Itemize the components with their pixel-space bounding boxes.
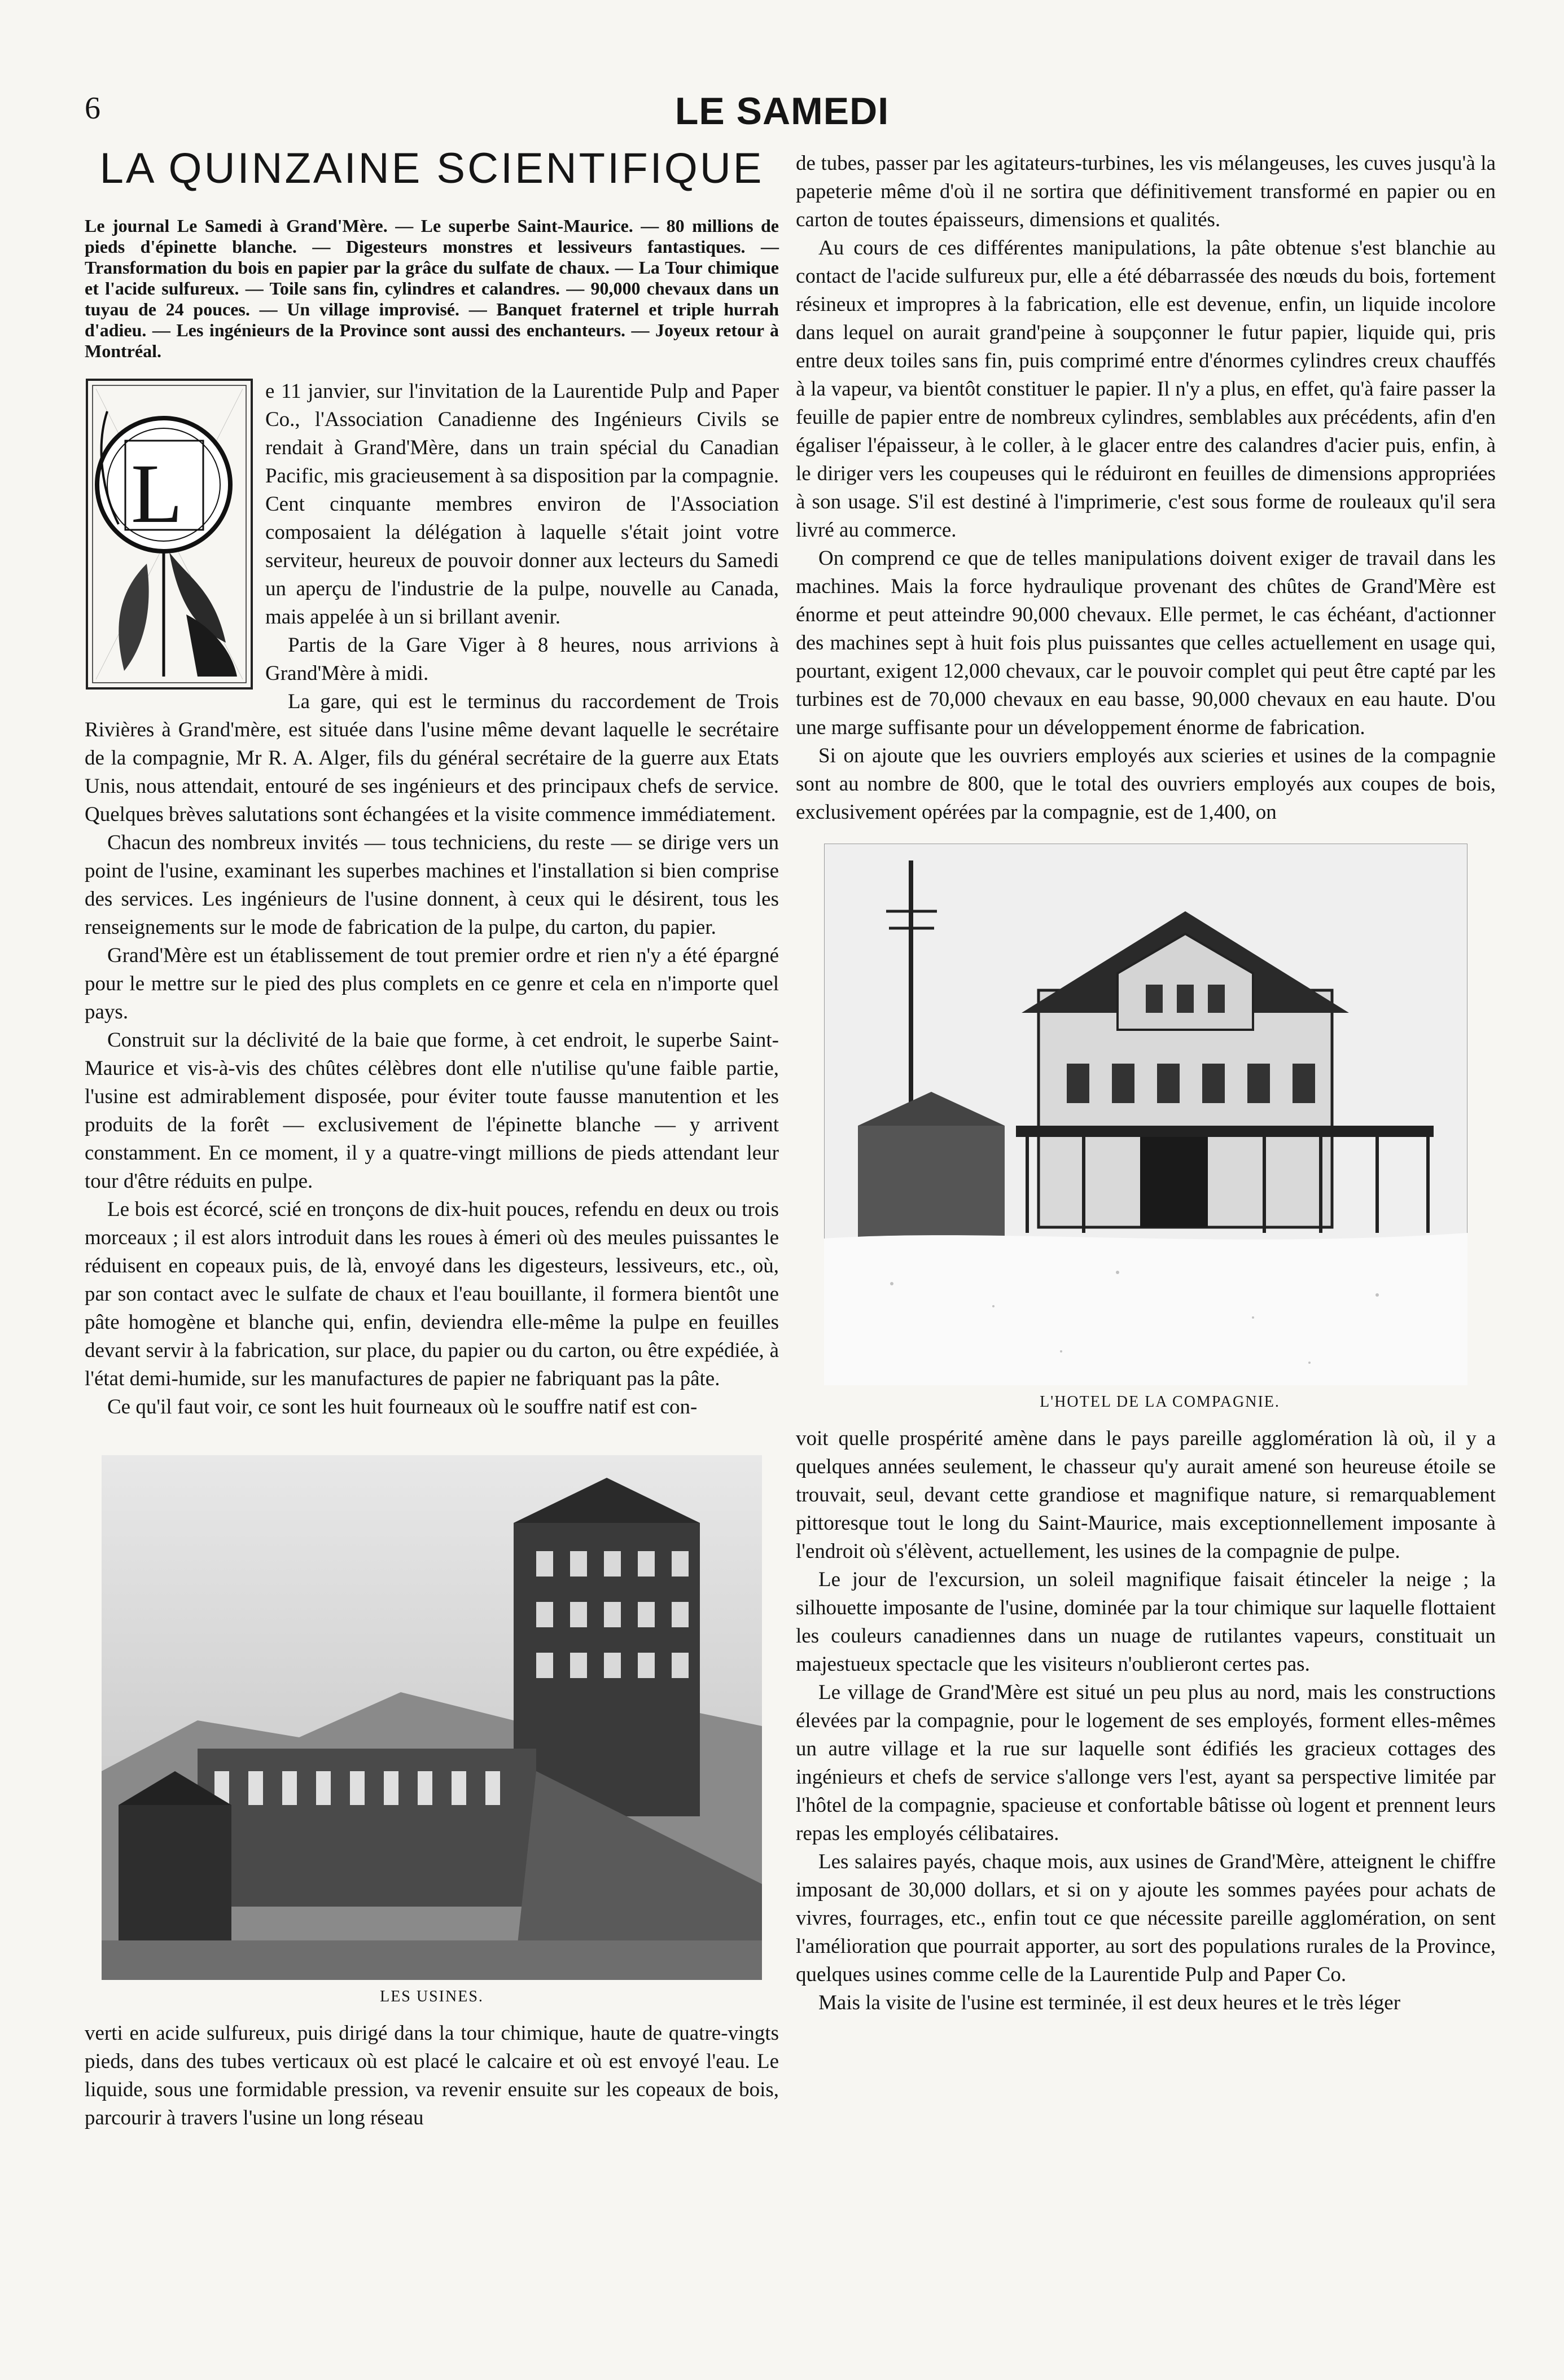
- masthead: LE SAMEDI: [674, 90, 890, 133]
- paragraph: Si on ajoute que les ouvriers employés aux scieries et usines de la compagnie sont au nombre de 800, que le total des ouvriers employés aux coupes de bois, exclusivement opérées par la compagnie, est de 1,400, on: [796, 744, 1496, 824]
- dropcap-letter: L: [131, 447, 183, 541]
- paragraph: Partis de la Gare Viger à 8 heures, nous arrivions à Grand'Mère à midi.: [265, 634, 779, 685]
- paragraph: Les salaires payés, chaque mois, aux usines de Grand'Mère, atteignent le chiffre imposant de 30,000 dollars, et si on y ajoute les sommes payées pour achats de vivres, fourrages, etc., enfin tout ce que nécessite pareille agglomération, on sent l'amélioration que pourrait apporter, au sort des populations rurales de la Province, quelques usines comme celle de la Laurentide Pulp and Paper Co.: [796, 1850, 1496, 1986]
- paragraph: On comprend ce que de telles manipulations doivent exiger de travail dans les machines. Mais la force hydraulique provenant des chûtes de Grand'Mère est énorme et peut atteindre 90,000 chevaux. Elle permet, le cas échéant, d'actionner des machines sept à huit fois plus puissantes que celles actuellement en usage qui, pourtant, exigent 12,000 chevaux, car le pouvoir complet qui peut être capté par les turbines est de 70,000 chevaux en eau basse, 90,000 chevaux en eau haute. D'ou une marge suffisante pour un développement énorme de fabrication.: [796, 547, 1496, 739]
- paragraph: de tubes, passer par les agitateurs-turbines, les vis mélangeuses, les cuves jusqu'à la papeterie même d'où il ne sortira que définitivement transformé en papier ou en carton de toutes épaisseurs, dimensions et qualités.: [796, 152, 1496, 231]
- paragraph: Ce qu'il faut voir, ce sont les huit fourneaux où le souffre natif est con-: [107, 1395, 698, 1419]
- paragraph: verti en acide sulfureux, puis dirigé dans la tour chimique, haute de quatre-vingts pieds, dans des tubes verticaux où est placé le calcaire et où est envoyé l'eau. Le liquide, sous une formidable pression, va revenir ensuite sur les copeaux de bois, parcourir à travers l'usine un long réseau: [85, 2022, 779, 2129]
- figure-caption: LES USINES.: [380, 1988, 484, 2005]
- paragraph: Le village de Grand'Mère est situé un peu plus au nord, mais les constructions élevées par la compagnie, pour le logement de ses employés, forment elles-mêmes un autre village et la rue sur laquelle sont édifiés les gracieux cottages des ingénieurs et chefs de service s'allonge vers l'est, ayant sa perspective limitée par l'hôtel de la compagnie, spacieuse et confortable bâtisse où logent et prennent leurs repas les employés célibataires.: [796, 1681, 1496, 1845]
- paragraph: Mais la visite de l'usine est terminée, il est deux heures et le très léger: [818, 1991, 1401, 2014]
- paragraph: Chacun des nombreux invités — tous techniciens, du reste — se dirige vers un point de l'usine, examinant les superbes machines et l'installation si bien comprise des services. Les ingénieurs de l'usine donnent, à ceux qui le désirent, tous les renseignements sur le mode de fabrication de la pulpe, du carton, du papier.: [85, 831, 779, 939]
- paragraph: Grand'Mère est un établissement de tout premier ordre et rien n'y a été épargné pour le mettre sur le pied des plus complets en ce genre et cela en n'importe quel pays.: [85, 944, 779, 1024]
- paragraph: Construit sur la déclivité de la baie que forme, à cet endroit, le superbe Saint-Maurice et vis-à-vis des chûtes célèbres dont elle n'utilise qu'une faible partie, l'usine est admirablement disposée, pour éviter toute fausse manutention et les produits de la forêt — exclusivement de l'épinette blanche — y arrivent constamment. En ce moment, il y a quatre-vingt millions de pieds attendant leur tour d'être réduits en pulpe.: [85, 1029, 779, 1193]
- figure-caption: L'HOTEL DE LA COMPAGNIE.: [1040, 1393, 1280, 1411]
- right-column: [796, 150, 1496, 2017]
- paragraph: Au cours de ces différentes manipulations, la pâte obtenue s'est blanchie au contact de l'acide sulfureux pur, elle a été débarrassée des nœuds du bois, fortement résineux et impropres à la fabrication, elle est devenue, enfin, un liquide incolore dans lequel on aurait grand'peine à soupçonner le futur papier, liquide qui, pris entre deux toiles sans fin, puis comprimé entre d'énormes cylindres creux chauffés à la vapeur, va bientôt constituer le papier. Il n'y a plus, en effet, qu'à faire passer la feuille de papier entre de nombreux cylindres, semblables aux précédents, afin d'en égaliser l'épaisseur, à le coller, à le glacer entre des calandres d'acier puis, enfin, à le diriger vers les coupeuses qui le réduiront en feuilles de dimensions appropriées à son usage. S'il est destiné à l'imprimerie, c'est sous forme de rouleaux qu'il sera livré au commerce.: [796, 236, 1496, 542]
- hotel-photo-icon: [824, 844, 1467, 1385]
- paragraph: Le bois est écorcé, scié en tronçons de dix-huit pouces, refendu en deux ou trois morceaux ; il est alors introduit dans les roues à émeri où des meules puissantes le réduisent en copeaux puis, de là, envoyé dans les digesteurs, lessiveurs, etc., où, par son contact avec le sulfate de chaux et l'eau bouillante, il formera bientôt une pâte homogène et blanche qui, enfin, deviendra elle-même la pulpe en feuilles devant servir à la fabrication, sur place, du papier ou du carton, ou être expédiée, à l'état demi-humide, sur les manufactures de papier ne fabriquant pas la pâte.: [85, 1198, 779, 1390]
- page-number: 6: [85, 91, 100, 126]
- factory-photo-icon: [85, 1455, 779, 1980]
- paragraph: Le jour de l'excursion, un soleil magnifique faisait étinceler la neige ; la silhouette imposante de l'usine, dominée par la tour chimique sur laquelle flottaient les couleurs canadiennes dans un nuage de rutilantes vapeurs, constituait un majestueux spectacle que les visiteurs n'oublieront certes pas.: [796, 1568, 1496, 1676]
- article-summary: Le journal Le Samedi à Grand'Mère. — Le superbe Saint-Maurice. — 80 millions de pieds d'épinette blanche. — Digesteurs monstres et lessiveurs fantastiques. — Transformation du bois en papier par la grâce du sulfate de chaux. — La Tour chimique et l'acide sulfureux. — Toile sans fin, cylindres et calandres. — 90,000 chevaux dans un tuyau de 24 pouces. — Un village improvisé. — Banquet fraternel et triple hurrah d'adieu. — Les ingénieurs de la Province sont aussi des enchanteurs. — Joyeux retour à Montréal.: [85, 216, 779, 361]
- left-column: [85, 144, 779, 2132]
- article-title: LA QUINZAINE SCIENTIFIQUE: [99, 144, 764, 192]
- paragraph: e 11 janvier, sur l'invitation de la Laurentide Pulp and Paper Co., l'Association Canadienne des Ingénieurs Civils se rendait à Grand'Mère, dans un train spécial du Canadian Pacific, mis gracieusement à sa disposition par la compagnie. Cent cinquante membres environ de l'Association composaient la délégation à laquelle s'était joint votre serviteur, heureux de pouvoir donner aux lecteurs du Samedi un aperçu de l'industrie de la pulpe, nouvelle au Canada, mais appelée à un si brillant avenir.: [265, 380, 779, 629]
- paragraph: La gare, qui est le terminus du raccordement de Trois Rivières à Grand'mère, est située dans l'usine même devant laquelle le secrétaire de la compagnie, Mr R. A. Alger, fils du général secrétaire de la guerre aux Etats Unis, nous attendait, entouré de ses ingénieurs et des principaux chefs de service. Quelques brèves salutations sont échangées et la visite commence immédiatement.: [85, 690, 779, 826]
- figure-factory: [85, 1455, 779, 2006]
- paragraph: voit quelle prospérité amène dans le pays pareille agglomération là où, il y a quelques années seulement, le chasseur qu'y aurait amené son heureuse étoile se trouvait, seul, devant cette grandiose et magnifique nature, si remarquablement pittoresque tout le long du Saint-Maurice, mais exceptionnellement imposante à l'endroit où s'élèvent, actuellement, les usines de la compagnie de pulpe.: [796, 1427, 1496, 1563]
- ornamental-dropcap: [85, 377, 254, 691]
- article-opening: [85, 377, 779, 631]
- figure-hotel: [796, 844, 1496, 1411]
